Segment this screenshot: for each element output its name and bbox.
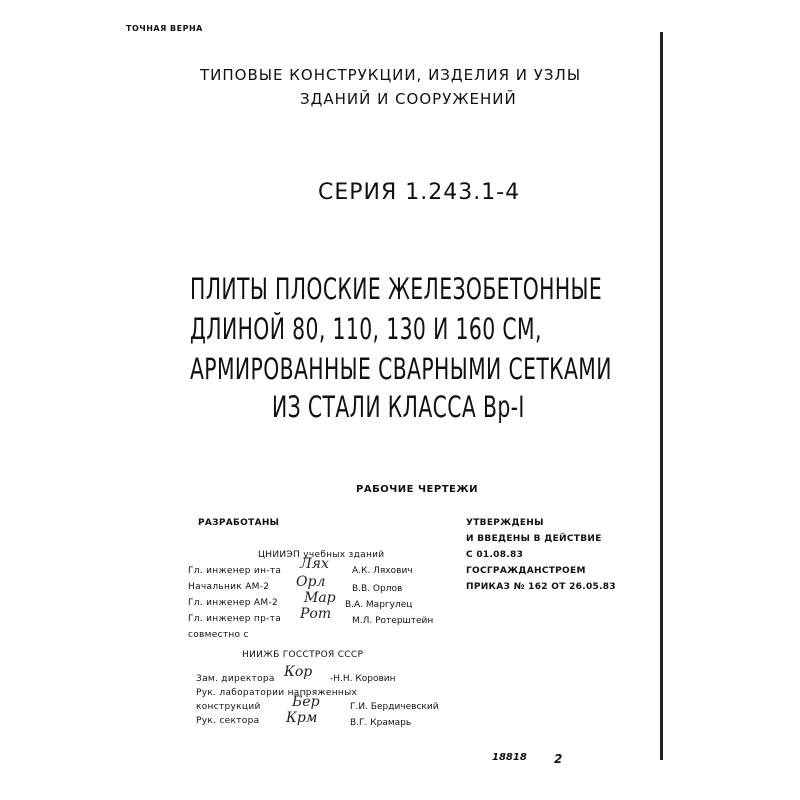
staff-name: А.К. Ляхович (352, 566, 413, 576)
page-number: 2 (554, 752, 563, 766)
approved-line-2: И ВВЕДЕНЫ В ДЕЙСТВИЕ (466, 534, 602, 544)
staff-role: конструкций (196, 702, 261, 712)
title-line-4: ИЗ СТАЛИ КЛАССА Вр-I (272, 390, 525, 424)
staff-name: В.Г. Крамарь (350, 718, 412, 728)
signature-2: Орл (296, 574, 326, 590)
staff-role: Рук. лаборатории напряженных (196, 688, 358, 698)
signature-1: Лях (300, 556, 329, 572)
title-line-1: ПЛИТЫ ПЛОСКИЕ ЖЕЛЕЗОБЕТОННЫЕ (190, 272, 603, 306)
subtitle: РАБОЧИЕ ЧЕРТЕЖИ (356, 484, 478, 495)
series-number: СЕРИЯ 1.243.1-4 (318, 180, 521, 205)
jointly-label: совместно с (188, 630, 249, 640)
approved-line-1: УТВЕРЖДЕНЫ (466, 518, 544, 528)
developed-label: РАЗРАБОТАНЫ (198, 518, 280, 528)
staff-name: Г.И. Бердичевский (350, 702, 439, 712)
document-number: 18818 (492, 752, 527, 763)
approved-date: С 01.08.83 (466, 550, 524, 560)
staff-name: В.А. Маргулец (345, 600, 413, 610)
corner-stamp: ТОЧНАЯ ВЕРНА (126, 24, 203, 33)
staff-name: В.В. Орлов (352, 584, 403, 594)
signature-7: Крм (286, 710, 318, 726)
approved-authority: ГОСГРАЖДАНСТРОЕМ (466, 566, 586, 576)
heading-line-1: ТИПОВЫЕ КОНСТРУКЦИИ, ИЗДЕЛИЯ И УЗЛЫ (200, 66, 582, 84)
title-line-2: ДЛИНОЙ 80, 110, 130 И 160 СМ, (190, 312, 542, 346)
title-line-3: АРМИРОВАННЫЕ СВАРНЫМИ СЕТКАМИ (190, 352, 612, 386)
developer-org: ЦНИИЭП учебных зданий (258, 550, 385, 560)
second-org: НИИЖБ ГОССТРОЯ СССР (242, 650, 364, 660)
staff-name: М.Л. Ротерштейн (352, 616, 434, 626)
signature-4: Рот (300, 606, 332, 622)
staff-role: Рук. сектора (196, 716, 260, 726)
staff-name: -Н.Н. Коровин (330, 674, 396, 684)
staff-role: Начальник АМ-2 (188, 582, 270, 592)
signature-5: Кор (284, 664, 313, 680)
staff-role: Зам. директора (196, 674, 275, 684)
staff-role: Гл. инженер АМ-2 (188, 598, 279, 608)
staff-role: Гл. инженер ин-та (188, 566, 282, 576)
signature-3: Мар (304, 590, 336, 606)
staff-role: Гл. инженер пр-та (188, 614, 282, 624)
approved-order: ПРИКАЗ № 162 ОТ 26.05.83 (466, 582, 616, 592)
heading-line-2: ЗДАНИЙ И СООРУЖЕНИЙ (300, 90, 517, 108)
signature-6: Бер (292, 694, 320, 710)
